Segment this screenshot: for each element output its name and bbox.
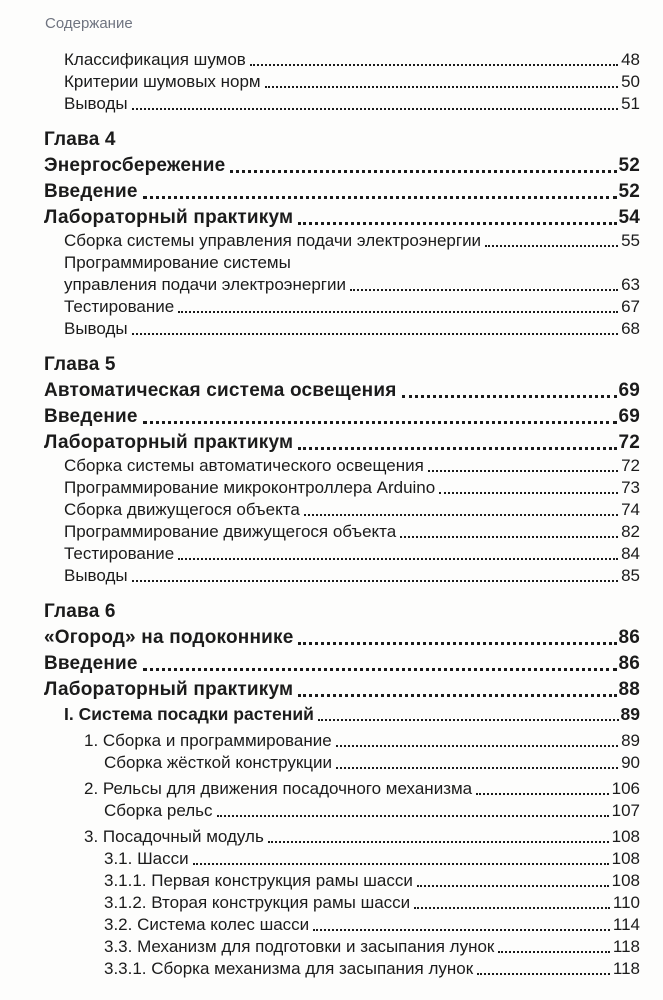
toc-entry-title: 3.1.1. Первая конструкция рамы шасси: [104, 871, 413, 890]
page-number: 110: [612, 893, 640, 912]
page-number: 85: [621, 566, 640, 585]
toc-entry-title: Выводы: [64, 319, 128, 338]
toc-row: [44, 913, 640, 935]
dot-leader: [477, 973, 610, 975]
toc-row: [44, 70, 640, 92]
toc-entry-title: Лабораторный практикум: [44, 207, 294, 228]
dot-leader: [298, 447, 617, 450]
toc-entry-title: Программирование микроконтроллера Arduino: [64, 478, 436, 497]
page-number: 73: [621, 478, 640, 497]
dot-leader: [485, 245, 618, 247]
toc-entry-title: Глава 4: [44, 129, 116, 150]
toc-row: [44, 177, 640, 203]
toc-row: [44, 251, 640, 273]
page-number: 89: [620, 704, 640, 724]
toc-row: [44, 92, 640, 114]
chapter-label: [44, 600, 640, 623]
page-number: 50: [621, 72, 640, 91]
page-number: 48: [621, 50, 640, 69]
page-number: 86: [618, 653, 640, 674]
toc-row: [44, 376, 640, 402]
dot-leader: [298, 694, 617, 697]
toc-row: [44, 428, 640, 454]
dot-leader: [298, 642, 617, 645]
dot-leader: [498, 951, 610, 953]
dot-leader: [178, 558, 618, 560]
toc-group-chapter-3-tail: [44, 48, 640, 114]
page-number: 90: [621, 753, 640, 772]
dot-leader: [217, 815, 609, 817]
toc-row: [44, 751, 640, 773]
dot-leader: [132, 580, 618, 582]
dot-leader: [265, 86, 618, 88]
page-number: 72: [618, 432, 640, 453]
toc-entry-title: Выводы: [64, 566, 128, 585]
dot-leader: [178, 311, 618, 313]
dot-leader: [428, 470, 618, 472]
toc-entry-title: Сборка системы управления подачи электроэнергии: [64, 231, 482, 250]
toc-row: [44, 777, 640, 799]
dot-leader: [143, 421, 618, 424]
toc-entry-title: Программирование системы: [64, 253, 291, 272]
toc-group-chapter-5: [44, 353, 640, 586]
toc-entry-title: I. Система посадки растений: [64, 704, 314, 724]
page-number: 108: [611, 849, 640, 868]
page-number: 68: [621, 319, 640, 338]
toc-row: [44, 317, 640, 339]
toc-entry-title: Классификация шумов: [64, 50, 246, 69]
toc-row: [44, 454, 640, 476]
dot-leader: [400, 536, 618, 538]
chapter-label: [44, 128, 640, 151]
dot-leader: [336, 767, 618, 769]
toc-row: [44, 649, 640, 675]
toc-entry-title: Сборка системы автоматического освещения: [64, 456, 424, 475]
dot-leader: [132, 333, 618, 335]
toc-entry-title: 3.1. Шасси: [104, 849, 189, 868]
toc-row: [44, 799, 640, 821]
page-number: 74: [621, 500, 640, 519]
page-number: 114: [612, 915, 640, 934]
dot-leader: [250, 64, 618, 66]
toc-row: [44, 203, 640, 229]
toc-row: [44, 564, 640, 586]
toc-entry-title: Введение: [44, 181, 138, 202]
dot-leader: [414, 907, 610, 909]
dot-leader: [193, 863, 609, 865]
toc-row: [44, 151, 640, 177]
toc-entry-title: Введение: [44, 406, 138, 427]
page-number: 86: [618, 627, 640, 648]
toc-row: [44, 935, 640, 957]
toc-entry-title: 1. Сборка и программирование: [84, 731, 332, 750]
dot-leader: [298, 222, 617, 225]
toc-entry-title: Критерии шумовых норм: [64, 72, 261, 91]
toc-row: [44, 402, 640, 428]
toc-row: [44, 869, 640, 891]
toc-row: [44, 891, 640, 913]
toc-entry-title: 3. Посадочный модуль: [84, 827, 264, 846]
toc-entry-title: Лабораторный практикум: [44, 679, 294, 700]
page-number: 67: [621, 297, 640, 316]
dot-leader: [336, 745, 618, 747]
dot-leader: [304, 514, 618, 516]
toc-entry-title: «Огород» на подоконнике: [44, 627, 294, 648]
toc-entry-title: 3.2. Система колес шасси: [104, 915, 310, 934]
toc-row: [44, 542, 640, 564]
toc-row: [44, 623, 640, 649]
toc-entry-title: Выводы: [64, 94, 128, 113]
toc-row: [44, 825, 640, 847]
dot-leader: [230, 170, 617, 173]
toc-entry-title: 2. Рельсы для движения посадочного механизма: [84, 779, 473, 798]
page-number: 82: [621, 522, 640, 541]
toc-entry-title: Тестирование: [64, 297, 175, 316]
dot-leader: [350, 289, 618, 291]
chapter-label: [44, 353, 640, 376]
toc-entry-title: Программирование движущегося объекта: [64, 522, 397, 541]
page-number: 72: [621, 456, 640, 475]
dot-leader: [268, 841, 609, 843]
toc-row: [44, 847, 640, 869]
toc-group-chapter-4: [44, 128, 640, 339]
toc-row: [44, 675, 640, 701]
dot-leader: [132, 108, 618, 110]
toc-entry-title: Автоматическая система освещения: [44, 380, 397, 401]
toc-entry-title: Глава 5: [44, 354, 116, 375]
dot-leader: [313, 929, 610, 931]
page-number: 63: [621, 275, 640, 294]
toc-row: [44, 229, 640, 251]
page-number: 108: [611, 827, 640, 846]
dot-leader: [476, 793, 608, 795]
toc-entry-title: Сборка рельс: [104, 801, 213, 820]
dot-leader: [143, 196, 618, 199]
toc-entry-title: Сборка жёсткой конструкции: [104, 753, 333, 772]
toc: [44, 48, 640, 979]
page-number: 106: [611, 779, 640, 798]
toc-row: [44, 48, 640, 70]
toc-group-chapter-6: [44, 600, 640, 979]
toc-row: [44, 498, 640, 520]
page-number: 69: [618, 406, 640, 427]
dot-leader: [143, 668, 618, 671]
page-number: 55: [621, 231, 640, 250]
page-number: 118: [612, 959, 640, 978]
toc-row: [44, 295, 640, 317]
toc-entry-title: Лабораторный практикум: [44, 432, 294, 453]
page-number: 107: [611, 801, 640, 820]
page-number: 108: [611, 871, 640, 890]
toc-entry-title: управления подачи электроэнергии: [64, 275, 346, 294]
dot-leader: [402, 395, 618, 398]
toc-row: [44, 273, 640, 295]
toc-row: [44, 701, 640, 725]
toc-row: [44, 476, 640, 498]
page-number: 89: [621, 731, 640, 750]
page-number: 88: [618, 679, 640, 700]
toc-entry-title: Глава 6: [44, 601, 116, 622]
toc-row: [44, 957, 640, 979]
toc-entry-title: 3.3.1. Сборка механизма для засыпания лунок: [104, 959, 474, 978]
dot-leader: [318, 719, 619, 721]
toc-entry-title: Тестирование: [64, 544, 175, 563]
dot-leader: [439, 492, 618, 494]
page-number: 54: [618, 207, 640, 228]
toc-entry-title: Энергосбережение: [44, 155, 226, 176]
page-title: Содержание: [45, 15, 133, 32]
toc-row: [44, 729, 640, 751]
page-number: 118: [612, 937, 640, 956]
page-number: 69: [618, 380, 640, 401]
page-number: 52: [618, 155, 640, 176]
toc-row: [44, 520, 640, 542]
toc-entry-title: 3.1.2. Вторая конструкция рамы шасси: [104, 893, 411, 912]
page-number: 84: [621, 544, 640, 563]
page-number: 51: [621, 94, 640, 113]
toc-entry-title: Сборка движущегося объекта: [64, 500, 300, 519]
toc-entry-title: Введение: [44, 653, 138, 674]
page-number: 52: [618, 181, 640, 202]
dot-leader: [417, 885, 609, 887]
toc-entry-title: 3.3. Механизм для подготовки и засыпания лунок: [104, 937, 495, 956]
